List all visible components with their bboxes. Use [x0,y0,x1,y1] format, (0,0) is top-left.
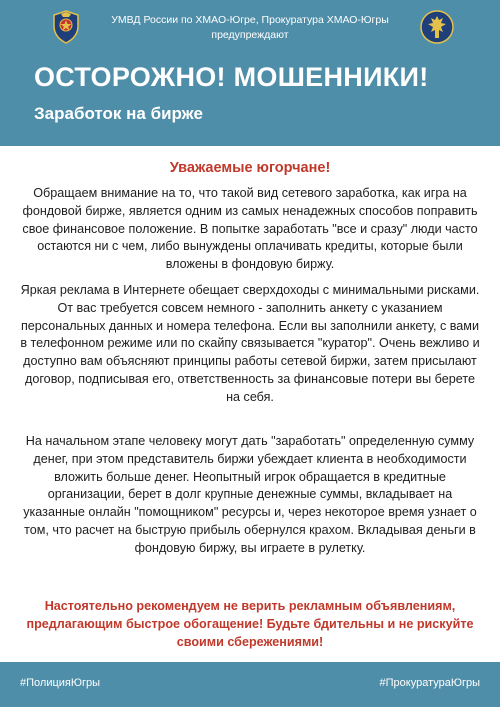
greeting: Уважаемые югорчане! [169,160,331,176]
main-content [0,146,500,662]
paragraph-scheme: На начальном этапе человеку могут дать "заработать" определенную сумму денег, при этом представитель биржи убеждает клиента в необходимости вложить больше денег. Неопытный игрок обращается в кредитные организации, берет в долг крупные денежные суммы, вкладывает на указанные онлайн "помощником" ресурсы и, через некоторое время узнает о том, что расчет на быструю прибыль обернулся крахом. Вкладывая деньги в фондовую биржу, вы играете в рулетку. [23,434,477,555]
paragraph-advertising: Яркая реклама в Интернете обещает сверхдоходы с минимальными рисками. От вас требуется совсем немного - заполнить анкету с указанием персональных данных и номера телефона. Если вы заполнили анкету, с вами в телефонном режиме или по скайпу связывается "куратор". Очень вежливо и доступно вам объясняют принципы работы сетевой биржи, затем присылают договор, подписывая его, ответственность за финансовые потери вы берете на себя. [20,283,480,404]
hashtag-police: #ПолицияЮгры [20,677,101,689]
organizations-line: УМВД России по ХМАО-Югре, Прокуратура ХМАО-Югры [111,14,389,26]
footer-banner [0,662,500,707]
page-subtitle: Заработок на бирже [34,104,203,123]
paragraph-intro: Обращаем внимание на то, что такой вид сетевого заработка, как игра на фондовой бирже, является одним из самых ненадежных способов поправить свое финансовое положение. В попытке заработать "все и сразу" люди часто остаются ни с чем, либо вынуждены оплачивать кредиты, которые были вложены в фондовую биржу. [22,186,478,272]
warn-line: предупреждают [211,29,289,41]
prosecutor-emblem-icon [420,10,454,44]
warning-message: Настоятельно рекомендуем не верить рекламным объявлениям, предлагающим быстрое обогащение! Будьте бдительны и не рискуйте своими сбережениями! [26,599,474,649]
page-title: ОСТОРОЖНО! МОШЕННИКИ! [34,62,429,92]
police-emblem-icon [52,10,80,44]
header-banner [0,0,500,146]
hashtag-prosecutor: #ПрокуратураЮгры [379,677,480,689]
